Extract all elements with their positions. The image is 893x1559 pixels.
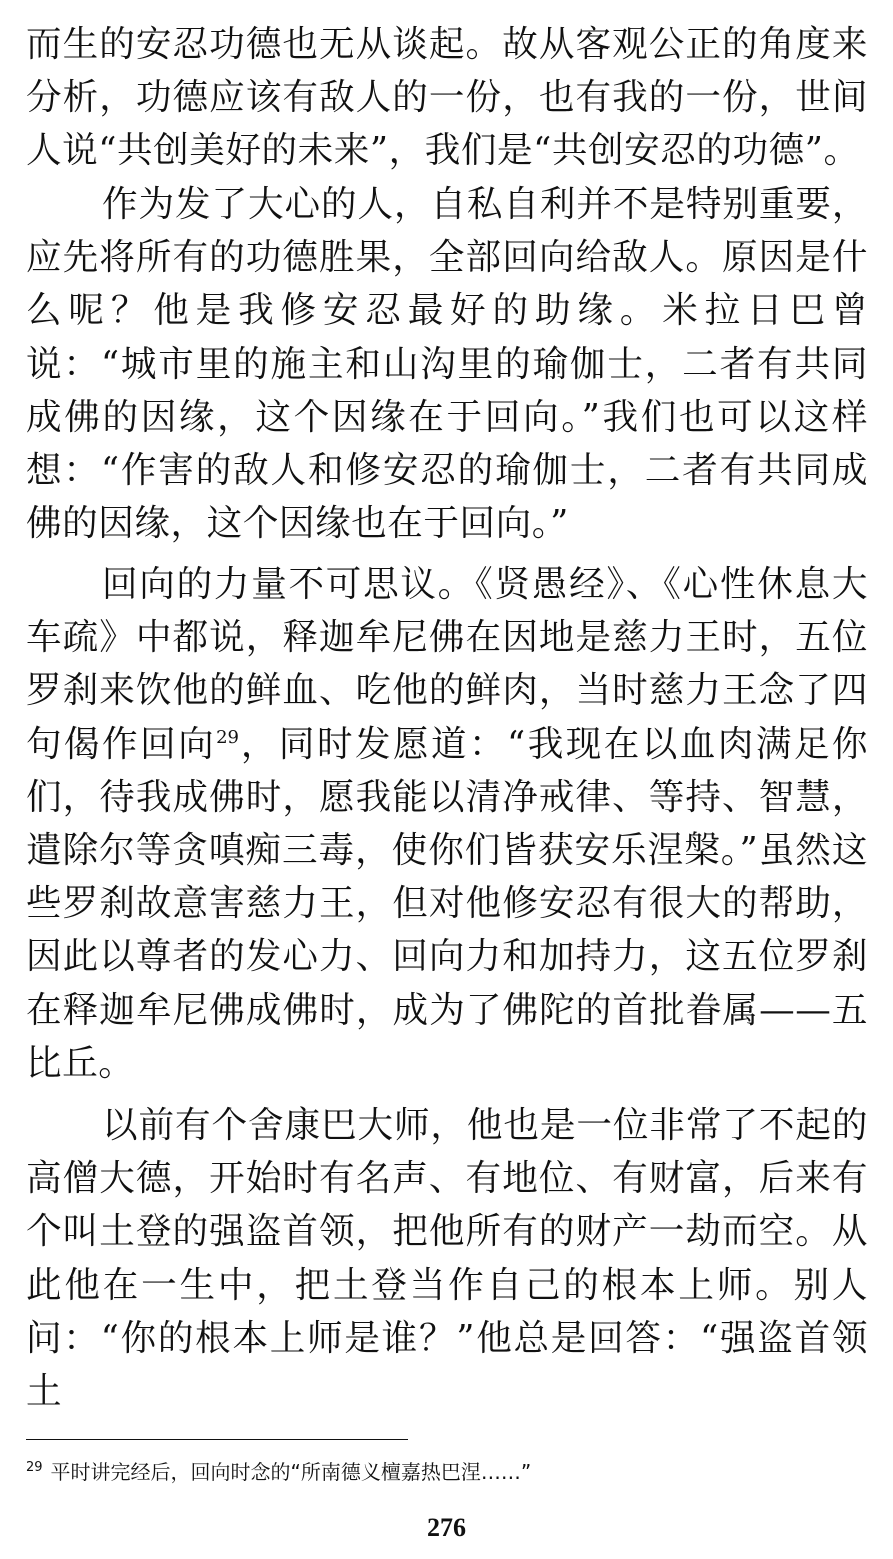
paragraph-power-of-dedication xyxy=(26,558,868,1090)
footnote xyxy=(26,1458,868,1486)
footnote-number: 29 xyxy=(26,1460,43,1476)
footnote-text: 平时讲完经后，回向时念的“所南德义檀嘉热巴涅……” xyxy=(50,1460,532,1484)
footnote-reference[interactable]: 29 xyxy=(216,726,240,748)
paragraph-continued: 而生的安忍功德也无从谈起。故从客观公正的角度来分析，功德应该有敌人的一份，也有我的一份，世间人说“共创美好的未来”，我们是“共创安忍的功德”。 xyxy=(26,24,868,172)
paragraph-text-after-ref: ，同时发愿道：“我现在以血肉满足你们，待我成佛时，愿我能以清净戒律、等持、智慧，遣除尔等贪嗔痴三毒，使你们皆获安乐涅槃。”虽然这些罗刹故意害慈力王，但对他修安忍有很大的帮助，因此以尊者的发心力、回向力和加持力，这五位罗刹在释迦牟尼佛成佛时，成为了佛陀的首批眷属——五比丘。 xyxy=(26,723,868,1084)
paragraph-text-before-ref: 回向的力量不可思议。《贤愚经》、《心性休息大车疏》中都说，释迦牟尼佛在因地是慈力王时，五位罗刹来饮他的鲜血、吃他的鲜肉，当时慈力王念了四句偈作回向 xyxy=(26,564,868,765)
paragraph-shekangba-story: 以前有个舍康巴大师，他也是一位非常了不起的高僧大德，开始时有名声、有地位、有财富，后来有个叫土登的强盗首领，把他所有的财产一劫而空。从此他在一生中，把土登当作自己的根本上师。别人问：“你的根本上师是谁？”他总是回答：“强盗首领土 xyxy=(26,1105,868,1413)
page-number: 276 xyxy=(427,1513,466,1542)
paragraph-dedication: 作为发了大心的人，自私自利并不是特别重要，应先将所有的功德胜果，全部回向给敌人。原因是什么呢？他是我修安忍最好的助缘。米拉日巴曾说：“城市里的施主和山沟里的瑜伽士，二者有共同成佛的因缘，这个因缘在于回向。”我们也可以这样想：“作害的敌人和修安忍的瑜伽士，二者有共同成佛的因缘，这个因缘也在于回向。” xyxy=(26,184,868,545)
footnote-divider xyxy=(26,1439,408,1440)
